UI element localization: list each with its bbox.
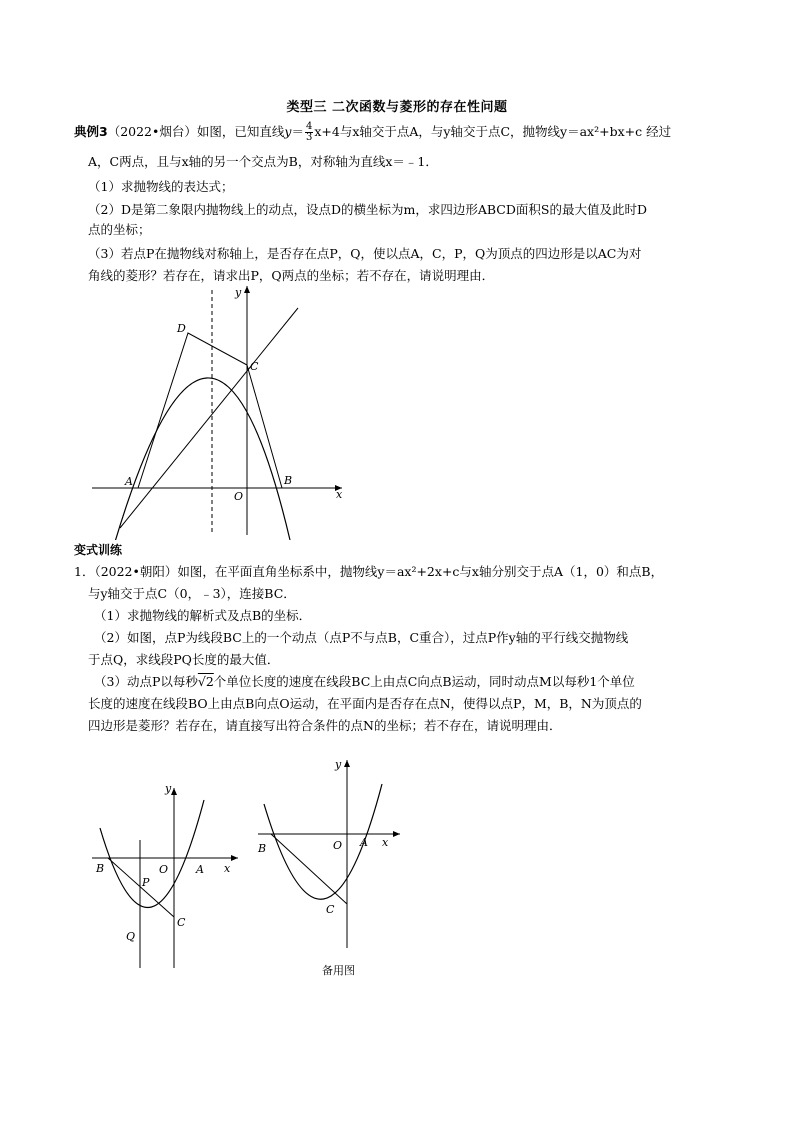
example-source: （2022•烟台） (107, 124, 197, 139)
x-axis-arrow (231, 855, 238, 861)
practice-line-1: 1．（2022•朝阳）如图，在平面直角坐标系中，抛物线y＝ax²+2x+c与x轴分别交于点A（1，0）和点B， (74, 564, 664, 579)
practice-q2-line2: 于点Q，求线段PQ长度的最大值． (88, 652, 280, 667)
y-axis-arrow (344, 760, 350, 767)
label-c: C (250, 360, 259, 373)
figure-practice-backup (254, 754, 414, 954)
figure-example (80, 280, 370, 540)
example-label: 典例3 (74, 124, 108, 139)
line-ac (120, 308, 298, 528)
practice-q1: （1）求抛物线的解析式及点B的坐标． (94, 608, 312, 623)
sqrt-two: √2 (197, 674, 214, 689)
section-title: 类型三 二次函数与菱形的存在性问题 (286, 100, 508, 115)
label-b: B (96, 862, 105, 875)
example-q2-line2: 点的坐标； (88, 222, 151, 237)
label-a: A (125, 475, 133, 488)
fraction: $\frac{4}{3}$ (305, 121, 313, 143)
example-q3-line1: （3）若点P在抛物线对称轴上，是否存在点P，Q，使以点A，C，P，Q为顶点的四边形是以AC为对 (88, 246, 642, 261)
example-line-2: A，C两点，且与x轴的另一个交点为B，对称轴为直线x＝﹣1． (88, 154, 438, 169)
label-o: O (333, 839, 343, 852)
example-line-1: 典例3（2022•烟台）如图，已知直线y＝ $\frac{4}{3}$ x+4与x轴交于点A，与y轴交于点C，抛物线y＝ax²+bx+c 经过 (74, 121, 672, 143)
practice-q3-line2: 长度的速度在线段BO上由点B向点O运动，在平面内是否存在点N，使得以点P，M，B，N为顶点的 (88, 696, 642, 711)
label-a: A (196, 863, 204, 876)
label-q: Q (126, 930, 136, 943)
parabola (100, 800, 204, 908)
quadrilateral-abcd (138, 333, 282, 488)
example-q1: （1）求抛物线的表达式； (88, 179, 234, 194)
label-o: O (234, 490, 244, 503)
figure-caption: 备用图 (322, 964, 355, 977)
label-d: D (177, 322, 186, 335)
label-o: O (159, 863, 169, 876)
label-y: y (335, 758, 342, 771)
label-y: y (165, 782, 172, 795)
label-c: C (177, 916, 186, 929)
label-a: A (360, 836, 368, 849)
label-c: C (326, 903, 335, 916)
label-x: x (336, 488, 343, 501)
y-axis-arrow (171, 788, 177, 795)
practice-q3-line3: 四边形是菱形？若存在，请直接写出符合条件的点N的坐标；若不存在，请说明理由． (88, 718, 562, 733)
practice-heading: 变式训练 (74, 543, 123, 557)
label-y: y (235, 286, 242, 299)
parabola (112, 378, 293, 540)
practice-q3-line1: （3）动点P以每秒√2个单位长度的速度在线段BC上由点C向点B运动，同时动点M以每秒1个单位 (94, 674, 635, 689)
practice-line-2: 与y轴交于点C（0，﹣3），连接BC． (88, 586, 296, 601)
label-x: x (382, 836, 389, 849)
y-axis-arrow (244, 286, 250, 293)
figure-practice-main (88, 780, 248, 970)
example-q2-line1: （2）D是第二象限内抛物线上的动点，设点D的横坐标为m，求四边形ABCD面积S的最大值及此时D (88, 202, 647, 217)
label-x: x (224, 862, 231, 875)
label-b: B (284, 474, 293, 487)
label-b: B (258, 842, 267, 855)
x-axis-arrow (393, 831, 400, 837)
label-p: P (142, 876, 150, 889)
example-q3-line2: 角线的菱形？若存在，请求出P，Q两点的坐标；若不存在，请说明理由． (88, 268, 495, 283)
practice-q2-line1: （2）如图，点P为线段BC上的一个动点（点P不与点B，C重合），过点P作y轴的平行线交抛物线 (94, 630, 629, 645)
